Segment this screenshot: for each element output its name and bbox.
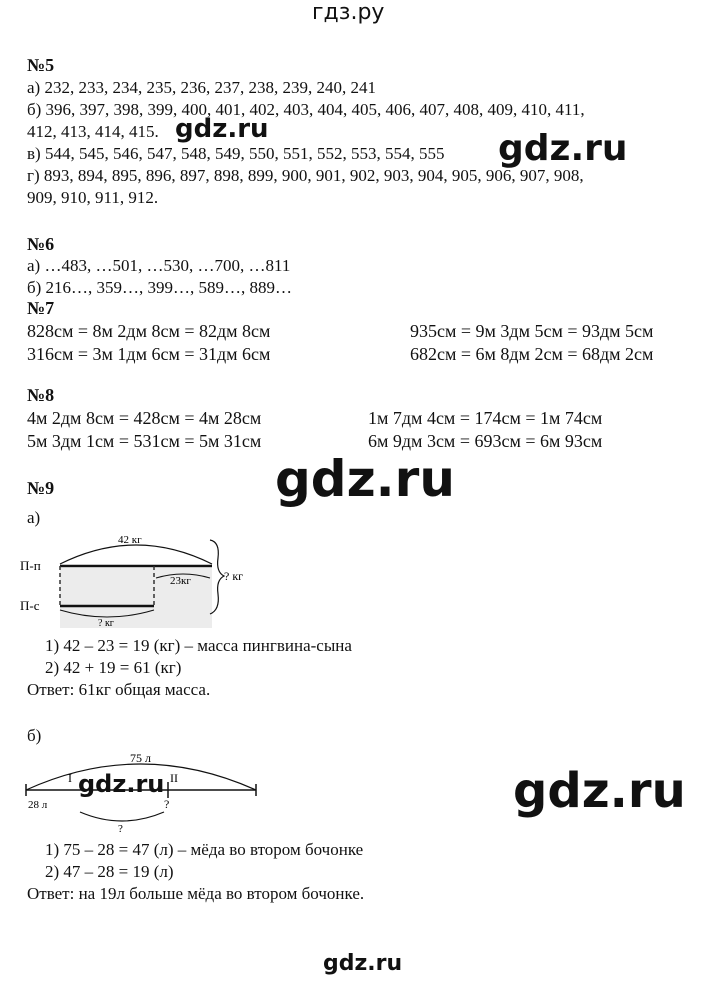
barrel-2-label: II xyxy=(170,771,178,785)
task-9-title: №9 xyxy=(27,478,55,498)
task-5-line-b1: б) 396, 397, 398, 399, 400, 401, 402, 403, 404, 405, 406, 407, 408, 409, 410, 411, xyxy=(27,100,585,119)
task-7-right-2: 682см = 6м 8дм 2см = 68дм 2см xyxy=(410,344,654,364)
task-5-line-g2: 909, 910, 911, 912. xyxy=(27,188,159,207)
task-5-line-g1: г) 893, 894, 895, 896, 897, 898, 899, 900, 901, 902, 903, 904, 905, 906, 907, 908, xyxy=(27,166,584,185)
task-9a-step-1: 1) 42 – 23 = 19 (кг) – масса пингвина-сына xyxy=(45,636,352,655)
task-5-line-b2: 412, 413, 414, 415. xyxy=(27,122,159,141)
right-part-label: ? xyxy=(164,797,170,811)
task-8-right-1: 1м 7дм 4см = 174см = 1м 74см xyxy=(368,408,603,428)
task-7-title: №7 xyxy=(27,298,55,318)
compare-label: ? xyxy=(118,823,123,835)
task-5-title: №5 xyxy=(27,55,55,75)
task-9a-label: а) xyxy=(27,508,41,527)
diff-label: 23кг xyxy=(170,575,191,587)
task-7-right-1: 935см = 9м 3дм 5см = 93дм 5см xyxy=(410,321,654,341)
task-9b-step-2: 2) 47 – 28 = 19 (л) xyxy=(45,862,174,881)
task-6-line-b: б) 216…, 359…, 399…, 589…, 889… xyxy=(27,278,293,297)
penguin-mass-diagram xyxy=(20,528,260,628)
top-arc xyxy=(60,545,212,564)
task-5-line-a: а) 232, 233, 234, 235, 236, 237, 238, 239, 240, 241 xyxy=(27,78,376,97)
task-8-left-2: 5м 3дм 1см = 531см = 5м 31см xyxy=(27,431,262,451)
row-label-father: П-п xyxy=(20,558,41,573)
task-9b-answer: Ответ: на 19л больше мёда во втором бочонке. xyxy=(27,884,365,903)
task-8-right-2: 6м 9дм 3см = 693см = 6м 93см xyxy=(368,431,603,451)
bottom-label: ? кг xyxy=(98,618,114,628)
compare-arc xyxy=(80,812,164,821)
task-5-line-v: в) 544, 545, 546, 547, 548, 549, 550, 551, 552, 553, 554, 555 xyxy=(27,144,445,163)
footer-watermark: gdz.ru xyxy=(323,951,403,976)
task-8-title: №8 xyxy=(27,385,55,405)
task-9b-step-1: 1) 75 – 28 = 47 (л) – мёда во втором бочонке xyxy=(45,840,364,859)
left-part-label: 28 л xyxy=(28,799,48,811)
site-header: гдз.ру xyxy=(312,0,385,25)
task-7-left-2: 316см = 3м 1дм 6см = 31дм 6см xyxy=(27,344,271,364)
watermark: gdz.ru xyxy=(275,450,455,508)
task-9a-step-2: 2) 42 + 19 = 61 (кг) xyxy=(45,658,182,677)
total-brace xyxy=(210,540,224,614)
task-9a-answer: Ответ: 61кг общая масса. xyxy=(27,680,211,699)
watermark: gdz.ru xyxy=(175,114,269,144)
total-label: ? кг xyxy=(224,569,244,583)
barrel-1-label: I xyxy=(68,771,72,785)
total-label: 75 л xyxy=(130,751,151,765)
task-6-title: №6 xyxy=(27,234,55,254)
watermark: gdz.ru xyxy=(498,128,628,169)
task-8-left-1: 4м 2дм 8см = 428см = 4м 28см xyxy=(27,408,262,428)
task-9b-label: б) xyxy=(27,726,42,745)
task-7-left-1: 828см = 8м 2дм 8см = 82дм 8см xyxy=(27,321,271,341)
top-label: 42 кг xyxy=(118,534,142,546)
watermark: gdz.ru xyxy=(513,763,686,819)
watermark: gdz.ru xyxy=(78,770,165,798)
task-6-line-a: а) …483, …501, …530, …700, …811 xyxy=(27,256,291,275)
row-label-son: П-с xyxy=(20,598,40,613)
